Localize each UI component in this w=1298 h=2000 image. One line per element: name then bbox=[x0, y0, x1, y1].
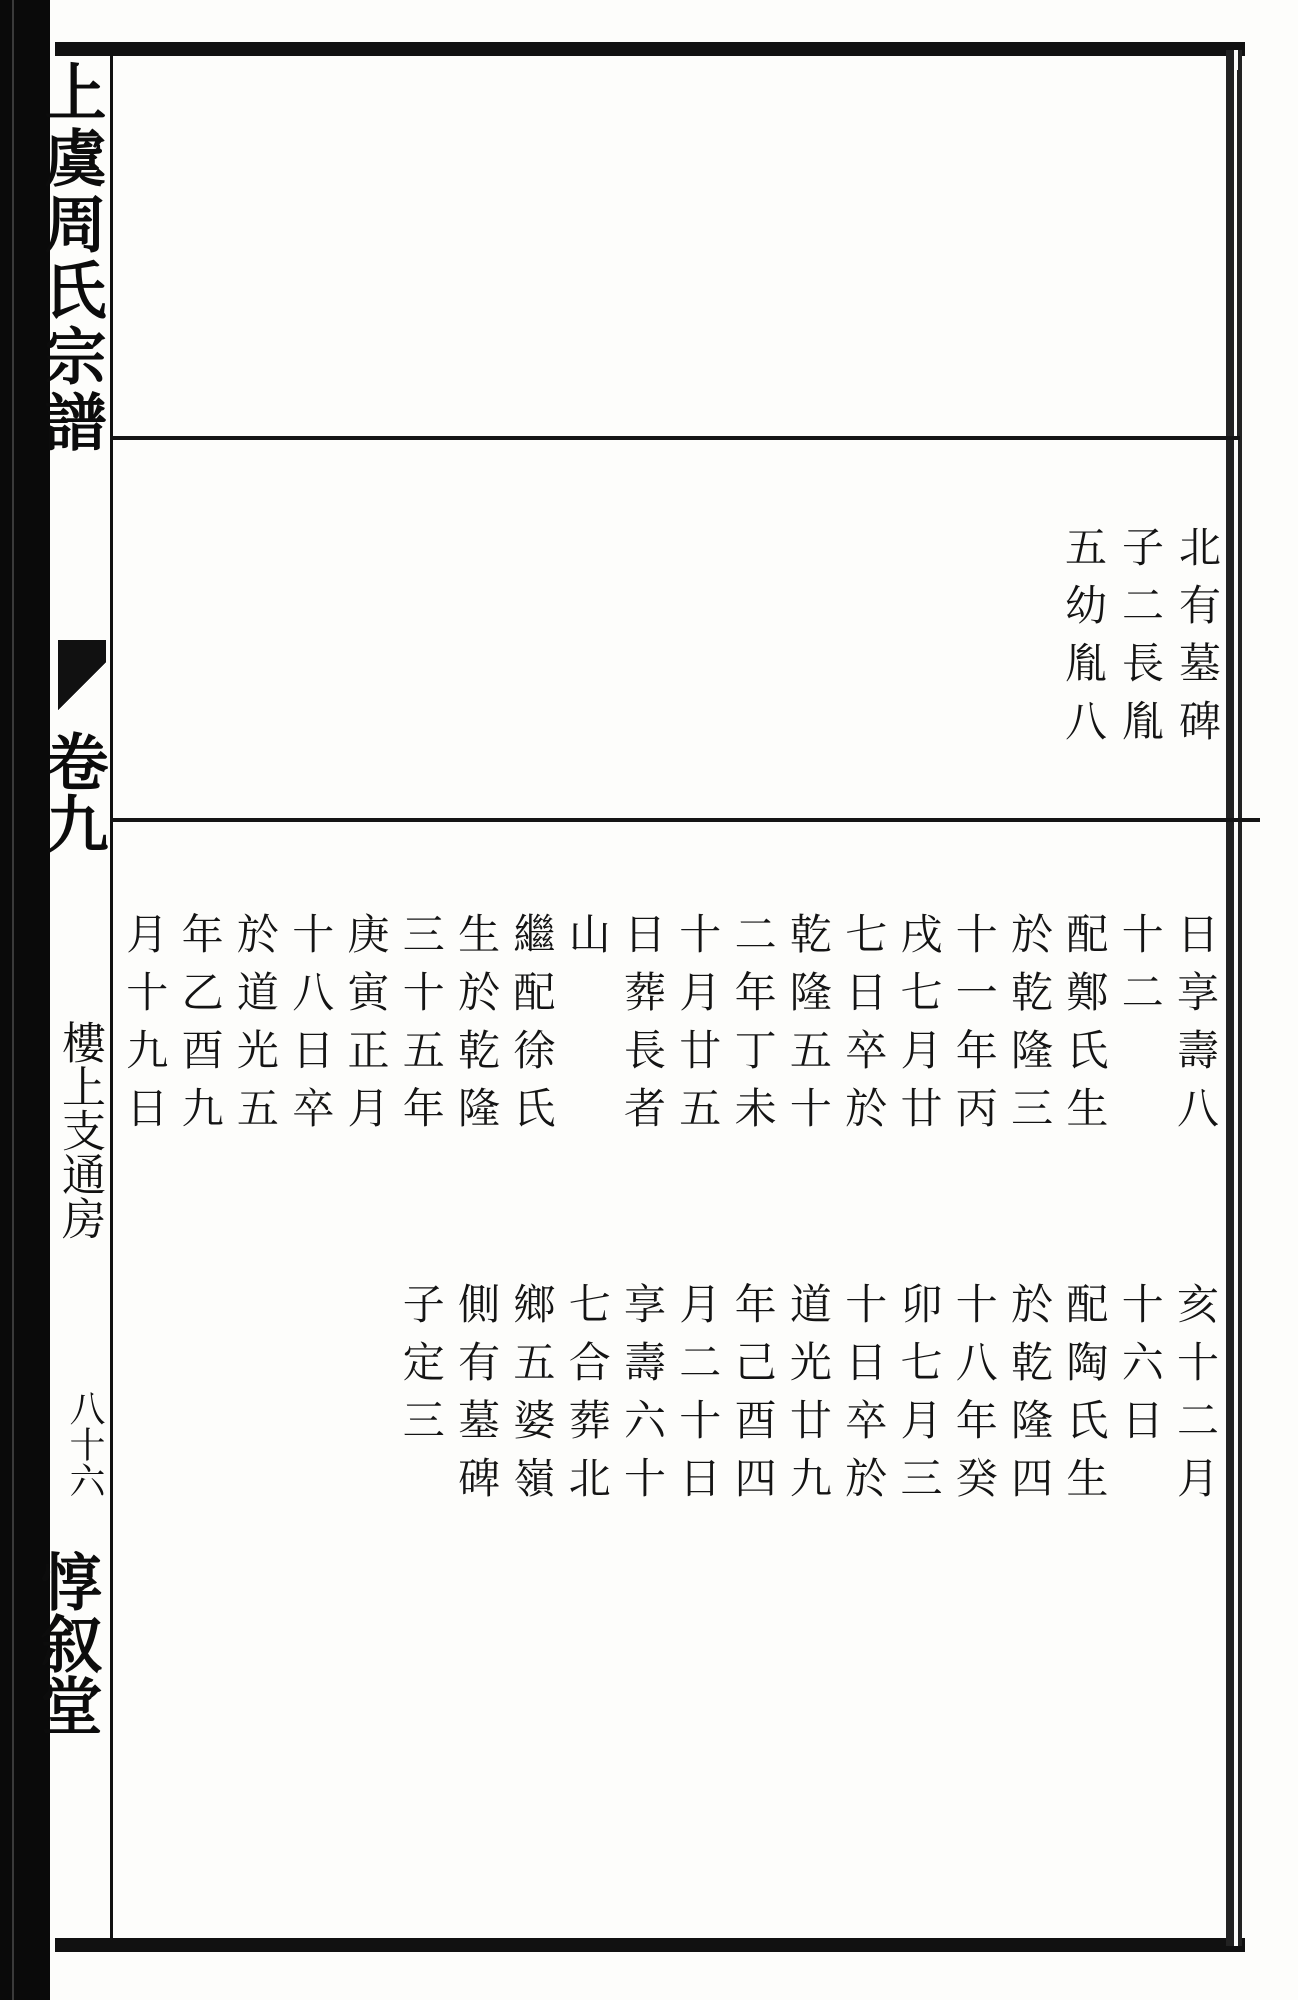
fishtail-mark-icon bbox=[58, 640, 106, 720]
register-3-upper-column-12: 山 bbox=[562, 912, 612, 970]
register-3-upper-column-5: 十一年丙 bbox=[949, 912, 999, 1144]
hall-name: 惇叙堂 bbox=[30, 1550, 103, 1736]
register-2-column-2: 子二長胤 bbox=[1116, 525, 1165, 757]
frame-right-inner-line bbox=[1237, 70, 1240, 440]
register-3-upper-column-7: 七日卒於 bbox=[839, 912, 889, 1144]
register-3-lower-column-8: 道光廿九 bbox=[783, 1282, 833, 1514]
register-3-upper-column-16: 庚寅正月 bbox=[341, 912, 391, 1144]
register-3-lower-column-5: 十八年癸 bbox=[949, 1282, 999, 1514]
register-3-lower-column-10: 月二十日 bbox=[673, 1282, 723, 1514]
register-3-upper-column-10: 十月廿五 bbox=[673, 912, 723, 1144]
page-number: 八十六 bbox=[64, 1390, 105, 1498]
register-3-upper-column-4: 於乾隆三 bbox=[1005, 912, 1055, 1144]
volume-number: 卷九 bbox=[36, 730, 109, 854]
register-3-lower-column-2: 十六日 bbox=[1115, 1282, 1165, 1456]
register-3-upper-column-9: 二年丁未 bbox=[728, 912, 778, 1144]
register-2-column-1: 北有墓碑 bbox=[1173, 525, 1222, 757]
register-3-upper-column-6: 戌七月廿 bbox=[894, 912, 944, 1144]
register-3-lower-column-13: 鄉五婆嶺 bbox=[507, 1282, 557, 1514]
branch-name: 樓上支通房 bbox=[54, 1020, 105, 1240]
register-3-upper-column-2: 十二 bbox=[1115, 912, 1165, 1028]
register-3-upper-column-20: 月十九日 bbox=[120, 912, 170, 1144]
register-3-lower-column-12: 七合葬北 bbox=[562, 1282, 612, 1514]
register-2-column-3: 五幼胤八 bbox=[1059, 525, 1108, 757]
register-3-upper-column-8: 乾隆五十 bbox=[783, 912, 833, 1144]
register-divider-2 bbox=[110, 818, 1260, 822]
register-3-lower-column-11: 享壽六十 bbox=[618, 1282, 667, 1514]
register-3-upper-column-13: 繼配徐氏 bbox=[507, 912, 557, 1144]
register-3-lower-column-3: 配陶氏生 bbox=[1060, 1282, 1110, 1514]
register-3-lower-column-14: 側有墓碑 bbox=[452, 1282, 502, 1514]
register-3-lower-column-6: 卯七月三 bbox=[894, 1282, 944, 1514]
register-3-upper-column-17: 十八日卒 bbox=[286, 912, 336, 1144]
frame-bottom-border bbox=[55, 1938, 1245, 1952]
register-3-lower-column-7: 十日卒於 bbox=[839, 1282, 889, 1514]
register-3-upper-column-14: 生於乾隆 bbox=[452, 912, 502, 1144]
book-title: 上虞周氏宗譜 bbox=[34, 60, 107, 456]
register-3-lower-column-4: 於乾隆四 bbox=[1005, 1282, 1055, 1514]
register-3-upper-column-19: 年乙酉九 bbox=[175, 912, 225, 1144]
banxin-divider-line bbox=[110, 52, 113, 1942]
register-3-upper-column-1: 日享壽八 bbox=[1171, 912, 1220, 1144]
banxin-column bbox=[30, 60, 109, 1930]
register-3-lower-column-15: 子定三 bbox=[396, 1282, 446, 1456]
frame-top-border bbox=[55, 42, 1245, 56]
register-3-lower-column-9: 年己酉四 bbox=[728, 1282, 778, 1514]
register-3-upper-column-11: 日葬長者 bbox=[618, 912, 667, 1144]
register-divider-1 bbox=[110, 436, 1240, 440]
register-3-upper-column-3: 配鄭氏生 bbox=[1060, 912, 1110, 1144]
register-3-upper-column-15: 三十五年 bbox=[396, 912, 446, 1144]
register-3-lower-column-1: 亥十二月 bbox=[1171, 1282, 1220, 1514]
binding-thread-line bbox=[12, 0, 14, 2000]
register-3-upper-column-18: 於道光五 bbox=[230, 912, 280, 1144]
